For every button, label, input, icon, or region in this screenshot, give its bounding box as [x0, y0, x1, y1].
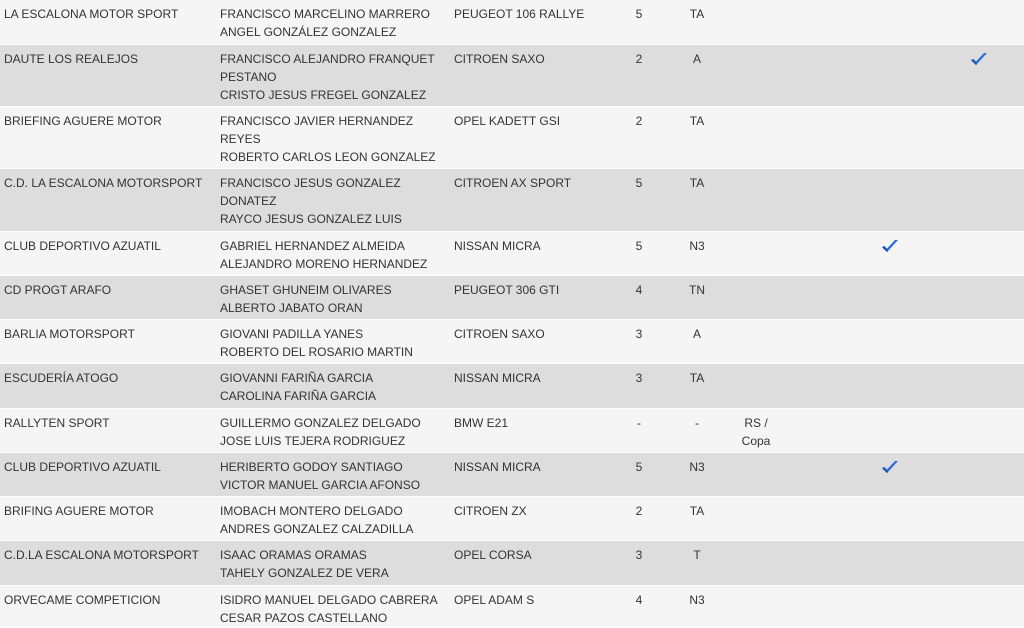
check-cell — [934, 320, 1024, 364]
crew-member-name: FRANCISCO JAVIER HERNANDEZ — [220, 114, 414, 129]
club-cell: C.D.LA ESCALONA MOTORSPORT — [0, 541, 218, 585]
group-cell: A — [668, 320, 726, 364]
car-cell: CITROEN SAXO — [450, 320, 610, 364]
check-cell — [846, 320, 934, 364]
check-cell — [786, 585, 846, 627]
car-cell: NISSAN MICRA — [450, 231, 610, 275]
crew-cell — [218, 276, 450, 320]
check-cell — [934, 497, 1024, 541]
crew-cell — [218, 231, 450, 275]
crew-member-name: RAYCO JESUS GONZALEZ LUIS — [220, 212, 402, 227]
check-cell — [786, 169, 846, 231]
crew-member-name: PESTANO — [220, 69, 277, 84]
car-cell: CITROEN AX SPORT — [450, 169, 610, 231]
check-cell — [934, 0, 1024, 44]
crew-member-name: ROBERTO DEL ROSARIO MARTIN — [220, 345, 413, 360]
car-cell: OPEL ADAM S — [450, 585, 610, 627]
check-cell — [846, 364, 934, 408]
crew-member-name: TAHELY GONZALEZ DE VERA — [220, 566, 389, 581]
crew-member-name: CESAR PAZOS CASTELLANO — [220, 610, 388, 625]
table-row — [0, 364, 1024, 408]
crew-member-name: GUILLERMO GONZALEZ DELGADO — [220, 415, 421, 430]
check-cell — [934, 231, 1024, 275]
car-cell: NISSAN MICRA — [450, 452, 610, 496]
car-cell: PEUGEOT 306 GTI — [450, 276, 610, 320]
class-number-cell: 3 — [610, 320, 668, 364]
class-number-cell: 5 — [610, 452, 668, 496]
check-cell — [786, 408, 846, 452]
club-cell: CD PROGT ARAFO — [0, 276, 218, 320]
car-cell: CITROEN SAXO — [450, 44, 610, 106]
table-row — [0, 408, 1024, 452]
class-number-cell: 2 — [610, 107, 668, 169]
crew-member-name: ROBERTO CARLOS LEON GONZALEZ — [220, 150, 436, 165]
check-cell — [846, 408, 934, 452]
class-number-cell: 3 — [610, 541, 668, 585]
crew-member-name: GABRIEL HERNANDEZ ALMEIDA — [220, 238, 405, 253]
club-cell: ESCUDERÍA ATOGO — [0, 364, 218, 408]
check-cell — [846, 231, 934, 275]
check-cell — [934, 169, 1024, 231]
crew-cell — [218, 364, 450, 408]
crew-member-name: ISIDRO MANUEL DELGADO CABRERA — [220, 592, 438, 607]
table-row — [0, 452, 1024, 496]
checkmark-icon — [968, 50, 990, 68]
cup-cell — [726, 452, 786, 496]
cup-cell — [726, 0, 786, 44]
check-cell — [934, 276, 1024, 320]
check-cell — [786, 497, 846, 541]
car-cell: OPEL CORSA — [450, 541, 610, 585]
table-row — [0, 541, 1024, 585]
club-cell: LA ESCALONA MOTOR SPORT — [0, 0, 218, 44]
group-cell: TA — [668, 364, 726, 408]
cup-cell — [726, 320, 786, 364]
check-cell — [786, 107, 846, 169]
crew-cell — [218, 107, 450, 169]
crew-cell — [218, 169, 450, 231]
check-cell — [786, 364, 846, 408]
table-row — [0, 107, 1024, 169]
check-cell — [846, 497, 934, 541]
check-cell — [846, 541, 934, 585]
check-cell — [786, 541, 846, 585]
crew-cell — [218, 320, 450, 364]
crew-member-name: CRISTO JESUS FREGEL GONZALEZ — [220, 87, 427, 102]
club-cell: BRIFING AGUERE MOTOR — [0, 497, 218, 541]
crew-cell — [218, 452, 450, 496]
crew-member-name: ANDRES GONZALEZ CALZADILLA — [220, 522, 414, 537]
check-cell — [934, 44, 1024, 106]
crew-member-name: ALBERTO JABATO ORAN — [220, 301, 363, 315]
class-number-cell: 5 — [610, 0, 668, 44]
group-cell: TN — [668, 276, 726, 320]
crew-member-name: GIOVANI PADILLA YANES — [220, 327, 364, 342]
check-cell — [934, 541, 1024, 585]
group-cell: TA — [668, 107, 726, 169]
table-row — [0, 320, 1024, 364]
club-cell: RALLYTEN SPORT — [0, 408, 218, 452]
club-cell: CLUB DEPORTIVO AZUATIL — [0, 452, 218, 496]
check-cell — [934, 107, 1024, 169]
cup-cell — [726, 541, 786, 585]
cup-cell — [726, 585, 786, 627]
crew-member-name: FRANCISCO ALEJANDRO FRANQUET — [220, 51, 435, 66]
car-cell: OPEL KADETT GSI — [450, 107, 610, 169]
check-cell — [846, 585, 934, 627]
check-cell — [934, 452, 1024, 496]
crew-member-name: ISAAC ORAMAS ORAMAS — [220, 548, 367, 563]
club-cell: DAUTE LOS REALEJOS — [0, 44, 218, 106]
check-cell — [846, 107, 934, 169]
crew-member-name: GHASET GHUNEIM OLIVARES — [220, 283, 392, 297]
cup-cell — [726, 44, 786, 106]
cup-cell — [726, 364, 786, 408]
car-cell: BMW E21 — [450, 408, 610, 452]
class-number-cell: 3 — [610, 364, 668, 408]
class-number-cell: 5 — [610, 169, 668, 231]
class-number-cell: 4 — [610, 276, 668, 320]
group-cell: TA — [668, 169, 726, 231]
crew-member-name: CAROLINA FARIÑA GARCIA — [220, 389, 377, 404]
cup-cell — [726, 231, 786, 275]
check-cell — [846, 276, 934, 320]
crew-member-name: FRANCISCO JESUS GONZALEZ — [220, 176, 401, 191]
cup-cell — [726, 107, 786, 169]
club-cell: BARLIA MOTORSPORT — [0, 320, 218, 364]
check-cell — [786, 452, 846, 496]
crew-cell — [218, 408, 450, 452]
table-row — [0, 585, 1024, 627]
crew-member-name: ANGEL GONZÁLEZ GONZALEZ — [220, 25, 397, 39]
crew-cell — [218, 585, 450, 627]
table-row — [0, 231, 1024, 275]
class-number-cell: - — [610, 408, 668, 452]
table-row — [0, 276, 1024, 320]
checkmark-icon — [879, 458, 901, 476]
group-cell: N3 — [668, 585, 726, 627]
table-row — [0, 0, 1024, 44]
crew-cell — [218, 497, 450, 541]
group-cell: T — [668, 541, 726, 585]
check-cell — [934, 364, 1024, 408]
check-cell — [846, 0, 934, 44]
check-cell — [786, 320, 846, 364]
class-number-cell: 2 — [610, 497, 668, 541]
check-cell — [846, 452, 934, 496]
check-cell — [786, 44, 846, 106]
crew-cell — [218, 44, 450, 106]
cup-label: RS / Copa — [741, 415, 771, 448]
class-number-cell: 4 — [610, 585, 668, 627]
car-cell: CITROEN ZX — [450, 497, 610, 541]
group-cell: TA — [668, 0, 726, 44]
table-row — [0, 169, 1024, 231]
car-cell: NISSAN MICRA — [450, 364, 610, 408]
crew-member-name: ALEJANDRO MORENO HERNANDEZ — [220, 256, 428, 271]
club-cell: BRIEFING AGUERE MOTOR — [0, 107, 218, 169]
cup-cell — [726, 169, 786, 231]
check-cell — [934, 585, 1024, 627]
table-row — [0, 497, 1024, 541]
check-cell — [846, 169, 934, 231]
cup-cell — [726, 408, 786, 452]
check-cell — [786, 231, 846, 275]
club-cell: CLUB DEPORTIVO AZUATIL — [0, 231, 218, 275]
crew-cell — [218, 541, 450, 585]
class-number-cell: 5 — [610, 231, 668, 275]
table-row — [0, 44, 1024, 106]
group-cell: N3 — [668, 452, 726, 496]
checkmark-icon — [879, 237, 901, 255]
group-cell: A — [668, 44, 726, 106]
crew-member-name: FRANCISCO MARCELINO MARRERO — [220, 7, 431, 21]
cup-cell — [726, 276, 786, 320]
crew-member-name: JOSE LUIS TEJERA RODRIGUEZ — [220, 433, 406, 448]
check-cell — [934, 408, 1024, 452]
crew-member-name: DONATEZ — [220, 194, 277, 209]
check-cell — [846, 44, 934, 106]
crew-member-name: VICTOR MANUEL GARCIA AFONSO — [220, 477, 421, 492]
class-number-cell: 2 — [610, 44, 668, 106]
check-cell — [786, 276, 846, 320]
check-cell — [786, 0, 846, 44]
crew-member-name: REYES — [220, 132, 261, 147]
group-cell: - — [668, 408, 726, 452]
car-cell: PEUGEOT 106 RALLYE — [450, 0, 610, 44]
crew-member-name: GIOVANNI FARIÑA GARCIA — [220, 371, 374, 386]
crew-cell — [218, 0, 450, 44]
crew-member-name: HERIBERTO GODOY SANTIAGO — [220, 459, 403, 474]
group-cell: N3 — [668, 231, 726, 275]
crew-member-name: IMOBACH MONTERO DELGADO — [220, 504, 403, 519]
club-cell: ORVECAME COMPETICION — [0, 585, 218, 627]
group-cell: TA — [668, 497, 726, 541]
club-cell: C.D. LA ESCALONA MOTORSPORT — [0, 169, 218, 231]
cup-cell — [726, 497, 786, 541]
